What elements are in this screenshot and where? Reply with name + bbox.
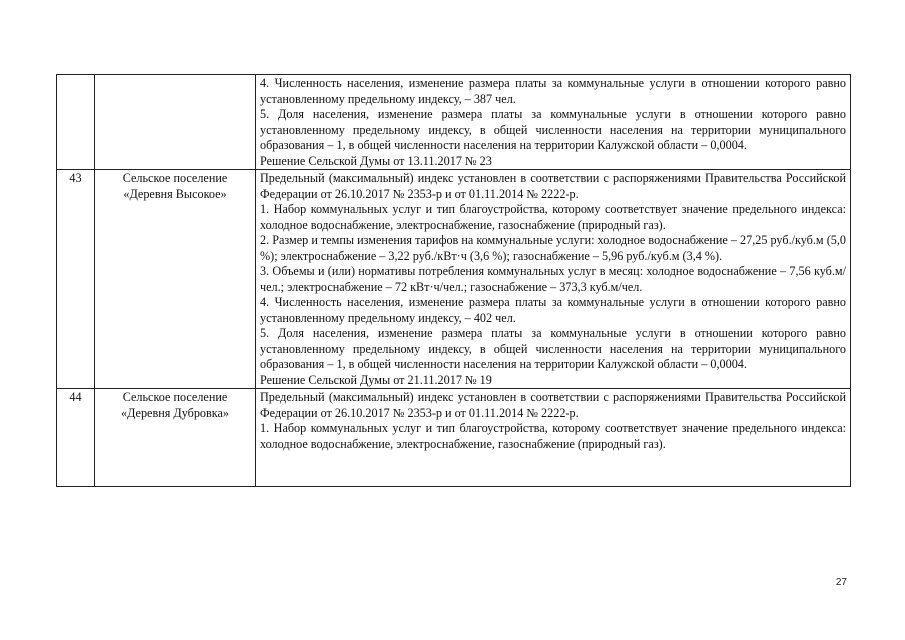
settlement-type: Сельское поселение <box>122 171 228 185</box>
settlement-name <box>95 389 256 487</box>
settlement-type: Сельское поселение <box>122 390 228 404</box>
settlement-title: «Деревня Высокое» <box>123 186 227 201</box>
decision-reference: Решение Сельской Думы от 21.11.2017 № 19 <box>260 372 492 387</box>
paragraph: 4. Численность населения, изменение размера платы за коммунальные услуги в отношении которого равно установленному предельному индексу, – 387 чел. <box>260 76 846 106</box>
paragraph: Предельный (максимальный) индекс установлен в соответствии с распоряжениями Правительства Российской Федерации от 26.10.2017 № 2353-р и от 01.11.2014 № 2222-р. <box>260 390 846 420</box>
paragraph: 4. Численность населения, изменение размера платы за коммунальные услуги в отношении которого равно установленному предельному индексу, – 402 чел. <box>260 295 846 325</box>
decision-reference: Решение Сельской Думы от 13.11.2017 № 23 <box>260 153 492 168</box>
paragraph: 5. Доля населения, изменение размера платы за коммунальные услуги в отношении которого равно установленному предельному индексу, в общей численности населения на территории муниципального образования – 1, в общей численности населения на территории Калужской области – 0,0004. <box>260 107 846 152</box>
row-description <box>256 75 851 170</box>
table-row <box>57 170 851 389</box>
settlement-name <box>95 170 256 389</box>
paragraph: 1. Набор коммунальных услуг и тип благоустройства, которому соответствует значение предельного индекса: холодное водоснабжение, электроснабжение, газоснабжение (природный газ). <box>260 202 846 232</box>
settlement-name <box>95 75 256 170</box>
row-description <box>256 389 851 487</box>
paragraph: 2. Размер и темпы изменения тарифов на коммунальные услуги: холодное водоснабжение – 27,25 руб./куб.м (5,0 %); электроснабжение – 3,22 руб./кВт·ч (3,6 %); газоснабжение – 5,96 руб./куб.м (3,4 %). <box>260 233 846 263</box>
table-row <box>57 389 851 487</box>
row-description <box>256 170 851 389</box>
row-number <box>57 75 95 170</box>
paragraph: 5. Доля населения, изменение размера платы за коммунальные услуги в отношении которого равно установленному предельному индексу, в общей численности населения на территории муниципального образования – 1, в общей численности населения на территории Калужской области – 0,0004. <box>260 326 846 371</box>
tariff-table <box>56 74 851 487</box>
table-row <box>57 75 851 170</box>
paragraph: Предельный (максимальный) индекс установлен в соответствии с распоряжениями Правительства Российской Федерации от 26.10.2017 № 2353-р и от 01.11.2014 № 2222-р. <box>260 171 846 201</box>
settlement-title: «Деревня Дубровка» <box>120 405 230 420</box>
paragraph: 1. Набор коммунальных услуг и тип благоустройства, которому соответствует значение предельного индекса: холодное водоснабжение, электроснабжение, газоснабжение (природный газ). <box>260 421 846 451</box>
row-number: 43 <box>57 170 95 389</box>
row-number: 44 <box>57 389 95 487</box>
paragraph: 3. Объемы и (или) нормативы потребления коммунальных услуг в месяц: холодное водоснабжение – 7,56 куб.м/чел.; электроснабжение – 72 кВт·ч/чел.; газоснабжение – 373,3 куб.м/чел. <box>260 264 846 294</box>
page-number: 27 <box>835 577 847 588</box>
